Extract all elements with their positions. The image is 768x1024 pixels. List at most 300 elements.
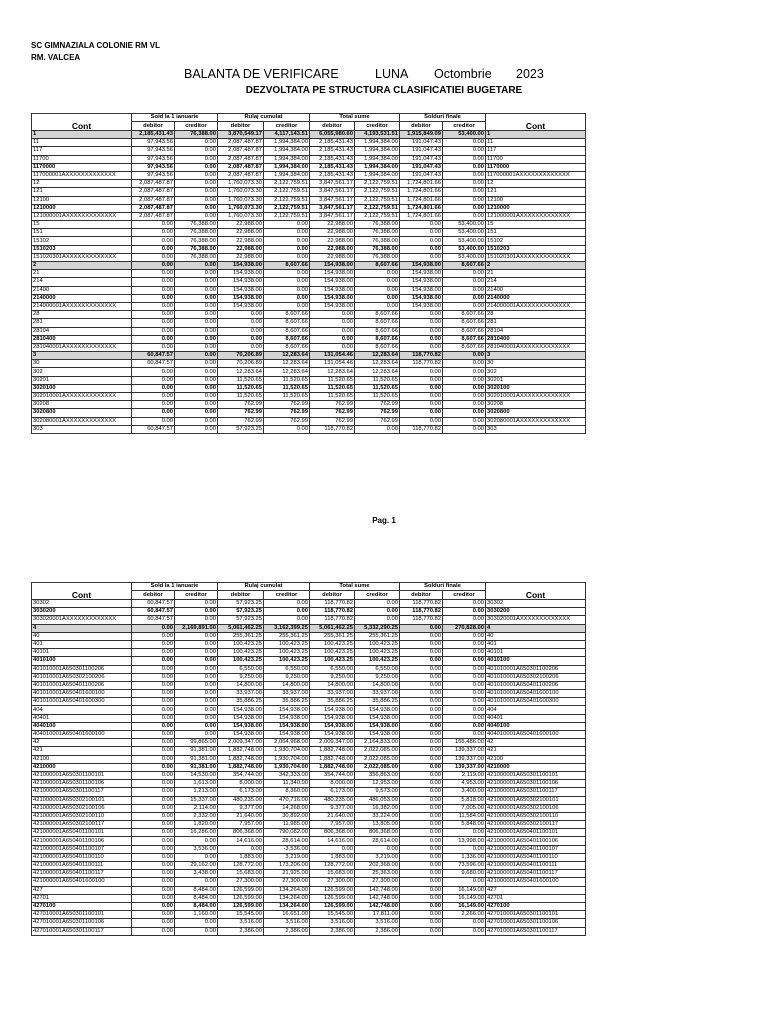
amount-cell: 35,886.25: [355, 698, 400, 706]
amount-cell: 76,388.00: [355, 237, 400, 245]
column-header-debitor: debitor: [310, 591, 355, 600]
amount-cell: 3,219.00: [355, 853, 400, 861]
table-row: [32, 755, 586, 763]
amount-cell: 14,268.00: [264, 804, 310, 812]
amount-cell: 3,847,561.17: [310, 196, 355, 204]
amount-cell: 0.00: [443, 673, 486, 681]
table-row: [32, 294, 586, 302]
table-row: [32, 731, 586, 739]
amount-cell: 0.00: [443, 286, 486, 294]
amount-cell: 76,388.00: [355, 229, 400, 237]
account-cell: 401010001A650401600100: [486, 690, 586, 698]
amount-cell: 8,607.66: [355, 311, 400, 319]
amount-cell: 0.00: [132, 278, 175, 286]
amount-cell: 0.00: [443, 665, 486, 673]
account-cell: 40401: [32, 714, 132, 722]
table-header-row: [32, 583, 586, 591]
amount-cell: 0.00: [132, 673, 175, 681]
amount-cell: 100,423.25: [218, 640, 264, 648]
amount-cell: 25,363.00: [355, 870, 400, 878]
amount-cell: 3,162,399.25: [264, 624, 310, 632]
amount-cell: 1,724,801.66: [400, 180, 443, 188]
amount-cell: 6,550.00: [310, 665, 355, 673]
column-header-cont: Cont: [32, 114, 132, 131]
amount-cell: 0.00: [175, 673, 218, 681]
amount-cell: 16,149.00: [443, 894, 486, 902]
table-row: [32, 188, 586, 196]
amount-cell: 0.00: [264, 221, 310, 229]
amount-cell: 0.00: [175, 335, 218, 343]
amount-cell: 154,938.00: [218, 722, 264, 730]
table-row: [32, 262, 586, 270]
account-cell: 421000001A650401100111: [486, 862, 586, 870]
amount-cell: 3,438.00: [175, 870, 218, 878]
amount-cell: 0.00: [443, 188, 486, 196]
amount-cell: 3,516.00: [355, 919, 400, 927]
amount-cell: 0.00: [400, 245, 443, 253]
table-row: [32, 632, 586, 640]
amount-cell: 11,520.65: [355, 384, 400, 392]
amount-cell: 0.00: [175, 327, 218, 335]
amount-cell: 0.00: [264, 253, 310, 261]
account-cell: 21400: [486, 286, 586, 294]
amount-cell: 354,744.00: [218, 771, 264, 779]
amount-cell: 76,388.00: [175, 237, 218, 245]
amount-cell: 0.00: [400, 665, 443, 673]
table-row: [32, 343, 586, 351]
amount-cell: 0.00: [175, 393, 218, 401]
amount-cell: 191,047.43: [400, 155, 443, 163]
amount-cell: 806,368.00: [355, 829, 400, 837]
amount-cell: 11,584.00: [443, 812, 486, 820]
amount-cell: 0.00: [400, 673, 443, 681]
amount-cell: 2,122,759.51: [355, 180, 400, 188]
organization-name: SC GIMNAZIALA COLONIE RM VL: [31, 41, 161, 50]
amount-cell: 2,386.00: [355, 927, 400, 935]
amount-cell: 11,340.00: [264, 780, 310, 788]
amount-cell: 2,087,487.87: [132, 188, 175, 196]
amount-cell: 1,160.00: [175, 911, 218, 919]
amount-cell: 2,185,431.43: [310, 139, 355, 147]
account-cell: 1210000: [32, 204, 132, 212]
amount-cell: 14,616.00: [310, 837, 355, 845]
account-cell: 421000001A650401100111: [32, 862, 132, 870]
amount-cell: 0.00: [400, 632, 443, 640]
amount-cell: 0.00: [132, 335, 175, 343]
amount-cell: 0.00: [132, 911, 175, 919]
table-row: [32, 425, 586, 433]
amount-cell: 255,361.25: [355, 632, 400, 640]
amount-cell: 0.00: [132, 649, 175, 657]
account-cell: 121000001AXXXXXXXXXXXXX: [486, 212, 586, 220]
amount-cell: 154,938.00: [218, 278, 264, 286]
amount-cell: 35,886.25: [264, 698, 310, 706]
amount-cell: 0.00: [400, 902, 443, 910]
amount-cell: 0.00: [132, 829, 175, 837]
amount-cell: 0.00: [175, 270, 218, 278]
amount-cell: 0.00: [175, 196, 218, 204]
amount-cell: 11,520.65: [218, 376, 264, 384]
amount-cell: 0.00: [132, 262, 175, 270]
amount-cell: 154,938.00: [310, 722, 355, 730]
amount-cell: 8,000.00: [310, 780, 355, 788]
amount-cell: 53,400.00: [443, 253, 486, 261]
amount-cell: 154,938.00: [355, 714, 400, 722]
account-cell: 2: [32, 262, 132, 270]
account-cell: 2140000: [32, 294, 132, 302]
amount-cell: 0.00: [175, 376, 218, 384]
table-row: [32, 681, 586, 689]
amount-cell: 0.00: [310, 311, 355, 319]
amount-cell: 2,122,759.51: [355, 204, 400, 212]
amount-cell: 15,683.00: [310, 870, 355, 878]
amount-cell: 0.00: [175, 294, 218, 302]
amount-cell: 2,022,085.00: [355, 763, 400, 771]
amount-cell: 255,361.25: [264, 632, 310, 640]
amount-cell: 0.00: [132, 221, 175, 229]
amount-cell: 154,938.00: [310, 714, 355, 722]
table-row: [32, 640, 586, 648]
amount-cell: 154,938.00: [310, 294, 355, 302]
table-row: [32, 384, 586, 392]
amount-cell: 3,516.00: [310, 919, 355, 927]
account-cell: 28104: [32, 327, 132, 335]
column-header-creditor: creditor: [264, 591, 310, 600]
column-header-total-sume: Total sume: [310, 114, 400, 122]
amount-cell: 35,886.25: [310, 698, 355, 706]
amount-cell: 0.00: [132, 731, 175, 739]
table-row: [32, 368, 586, 376]
column-header-debitor: debitor: [400, 122, 443, 131]
table-row: [32, 845, 586, 853]
amount-cell: 0.00: [443, 425, 486, 433]
amount-cell: 100,423.25: [310, 649, 355, 657]
account-cell: 303020001AXXXXXXXXXXXXX: [32, 616, 132, 624]
account-cell: 3: [486, 352, 586, 360]
account-cell: 303: [32, 425, 132, 433]
amount-cell: 0.00: [132, 311, 175, 319]
column-header-sold-initial: Sold la 1 ianuarie: [132, 583, 218, 591]
amount-cell: 0.00: [310, 845, 355, 853]
account-cell: 12100: [32, 196, 132, 204]
amount-cell: 76,388.00: [175, 131, 218, 139]
amount-cell: 142,748.00: [355, 902, 400, 910]
amount-cell: 154,938.00: [218, 706, 264, 714]
amount-cell: 154,938.00: [400, 262, 443, 270]
amount-cell: 2,022,085.00: [355, 747, 400, 755]
amount-cell: 70,206.89: [218, 352, 264, 360]
account-cell: 11700: [486, 155, 586, 163]
table-row: [32, 902, 586, 910]
account-cell: 421000001A650301100101: [486, 771, 586, 779]
amount-cell: 70,206.89: [218, 360, 264, 368]
amount-cell: 76,388.00: [355, 245, 400, 253]
amount-cell: 4,193,531.51: [355, 131, 400, 139]
table-row: [32, 722, 586, 730]
amount-cell: 0.00: [355, 270, 400, 278]
amount-cell: 0.00: [132, 229, 175, 237]
amount-cell: 57,923.25: [218, 600, 264, 608]
account-cell: 11: [486, 139, 586, 147]
column-header-creditor: creditor: [175, 591, 218, 600]
amount-cell: 0.00: [443, 180, 486, 188]
amount-cell: 0.00: [132, 747, 175, 755]
amount-cell: 0.00: [400, 253, 443, 261]
amount-cell: 15,545.00: [218, 911, 264, 919]
account-cell: 117000001AXXXXXXXXXXXXX: [486, 171, 586, 179]
amount-cell: 0.00: [400, 657, 443, 665]
amount-cell: 28,614.00: [264, 837, 310, 845]
amount-cell: 0.00: [400, 894, 443, 902]
account-cell: 421000001A650301100101: [32, 771, 132, 779]
amount-cell: 0.00: [132, 319, 175, 327]
account-cell: 421000001A650302100117: [32, 821, 132, 829]
amount-cell: 1,994,384.00: [264, 171, 310, 179]
amount-cell: 0.00: [443, 649, 486, 657]
amount-cell: 154,938.00: [218, 294, 264, 302]
account-cell: 121: [486, 188, 586, 196]
table-row: [32, 624, 586, 632]
amount-cell: 2,386.00: [218, 927, 264, 935]
amount-cell: 0.00: [132, 788, 175, 796]
amount-cell: 0.00: [264, 425, 310, 433]
amount-cell: 28,614.00: [355, 837, 400, 845]
amount-cell: 0.00: [175, 204, 218, 212]
amount-cell: 0.00: [443, 270, 486, 278]
account-cell: 30208: [32, 401, 132, 409]
amount-cell: 0.00: [400, 927, 443, 935]
amount-cell: 11,520.65: [218, 384, 264, 392]
account-cell: 421000001A650401100117: [32, 870, 132, 878]
amount-cell: 118,770.82: [310, 425, 355, 433]
table-row: [32, 278, 586, 286]
amount-cell: 2,087,487.87: [132, 180, 175, 188]
amount-cell: 1,760,073.30: [218, 204, 264, 212]
amount-cell: 0.00: [443, 632, 486, 640]
amount-cell: 100,423.25: [355, 657, 400, 665]
amount-cell: 0.00: [400, 401, 443, 409]
amount-cell: 76,388.00: [355, 253, 400, 261]
table-row: [32, 163, 586, 171]
amount-cell: 8,607.66: [355, 335, 400, 343]
amount-cell: 806,368.00: [310, 829, 355, 837]
amount-cell: 15,683.00: [218, 870, 264, 878]
amount-cell: 11,520.65: [218, 393, 264, 401]
amount-cell: 0.00: [443, 360, 486, 368]
amount-cell: 2,266.00: [443, 911, 486, 919]
account-cell: 117: [486, 147, 586, 155]
amount-cell: 126,599.00: [218, 886, 264, 894]
amount-cell: 2,169,891.00: [175, 624, 218, 632]
amount-cell: 16,149.00: [443, 902, 486, 910]
amount-cell: 0.00: [400, 788, 443, 796]
account-cell: 30302: [32, 600, 132, 608]
amount-cell: 0.00: [355, 600, 400, 608]
amount-cell: 154,938.00: [218, 270, 264, 278]
amount-cell: 2,122,759.51: [264, 180, 310, 188]
account-cell: 214000001AXXXXXXXXXXXXX: [486, 302, 586, 310]
amount-cell: 762.99: [310, 409, 355, 417]
amount-cell: 22,988.00: [218, 229, 264, 237]
amount-cell: 0.00: [443, 352, 486, 360]
amount-cell: 0.00: [132, 714, 175, 722]
table-row: [32, 237, 586, 245]
amount-cell: 118,770.82: [400, 425, 443, 433]
amount-cell: 0.00: [400, 780, 443, 788]
amount-cell: 0.00: [132, 417, 175, 425]
amount-cell: 2,087,487.87: [218, 163, 264, 171]
account-cell: 42701: [486, 894, 586, 902]
account-cell: 2810400: [486, 335, 586, 343]
amount-cell: 22,988.00: [218, 253, 264, 261]
amount-cell: 0.00: [132, 763, 175, 771]
amount-cell: 0.00: [400, 886, 443, 894]
table-row: [32, 245, 586, 253]
amount-cell: 0.00: [400, 911, 443, 919]
amount-cell: 15,337.00: [175, 796, 218, 804]
amount-cell: 99,865.00: [175, 739, 218, 747]
amount-cell: 0.00: [132, 919, 175, 927]
amount-cell: 27,300.00: [264, 878, 310, 886]
amount-cell: 60,847.57: [132, 360, 175, 368]
amount-cell: 53,400.00: [443, 131, 486, 139]
amount-cell: 8,607.66: [443, 343, 486, 351]
amount-cell: 1,930,704.00: [264, 763, 310, 771]
amount-cell: 6,550.00: [355, 665, 400, 673]
account-cell: 3030200: [486, 608, 586, 616]
amount-cell: 2,185,431.43: [310, 147, 355, 155]
amount-cell: 0.00: [175, 352, 218, 360]
account-cell: 21: [32, 270, 132, 278]
table-row: [32, 657, 586, 665]
column-header-creditor: creditor: [264, 122, 310, 131]
table-row: [32, 698, 586, 706]
amount-cell: 762.99: [264, 417, 310, 425]
column-header-total-sume: Total sume: [310, 583, 400, 591]
amount-cell: 2,009,347.00: [310, 739, 355, 747]
amount-cell: 7,957.00: [310, 821, 355, 829]
account-cell: 421000001A650302100106: [486, 804, 586, 812]
amount-cell: 33,937.00: [264, 690, 310, 698]
report-page-2: [0, 578, 768, 1024]
amount-cell: 8,484.00: [175, 886, 218, 894]
amount-cell: 60,847.57: [132, 608, 175, 616]
amount-cell: 53,400.00: [443, 229, 486, 237]
table-row: [32, 319, 586, 327]
amount-cell: 2,114.00: [175, 804, 218, 812]
amount-cell: 2,122,759.51: [355, 188, 400, 196]
amount-cell: 0.00: [132, 886, 175, 894]
amount-cell: 100,423.25: [355, 640, 400, 648]
amount-cell: 154,938.00: [400, 270, 443, 278]
amount-cell: 14,800.00: [310, 681, 355, 689]
amount-cell: 0.00: [132, 401, 175, 409]
amount-cell: 8,484.00: [175, 894, 218, 902]
amount-cell: 76,388.00: [175, 253, 218, 261]
table-row: [32, 335, 586, 343]
amount-cell: 1,994,384.00: [264, 155, 310, 163]
account-cell: 401010001A650401100206: [32, 681, 132, 689]
amount-cell: 8,607.66: [264, 343, 310, 351]
column-header-solduri-finale: Solduri finale: [400, 114, 486, 122]
amount-cell: 9,377.00: [310, 804, 355, 812]
amount-cell: 12,283.64: [310, 368, 355, 376]
amount-cell: 154,938.00: [310, 270, 355, 278]
amount-cell: 4,117,143.51: [264, 131, 310, 139]
amount-cell: 0.00: [218, 343, 264, 351]
amount-cell: 1,994,384.00: [264, 139, 310, 147]
table-row: [32, 878, 586, 886]
amount-cell: 356,863.00: [355, 771, 400, 779]
amount-cell: 1,724,801.66: [400, 212, 443, 220]
amount-cell: 0.00: [175, 853, 218, 861]
amount-cell: 0.00: [218, 335, 264, 343]
table-row: [32, 204, 586, 212]
amount-cell: 126,599.00: [310, 902, 355, 910]
amount-cell: 8,607.66: [443, 311, 486, 319]
amount-cell: 0.00: [132, 796, 175, 804]
amount-cell: 0.00: [400, 393, 443, 401]
column-header-debitor: debitor: [132, 591, 175, 600]
amount-cell: 22,988.00: [310, 221, 355, 229]
account-cell: 11: [32, 139, 132, 147]
amount-cell: 0.00: [175, 286, 218, 294]
amount-cell: 806,368.00: [218, 829, 264, 837]
amount-cell: 57,923.25: [218, 425, 264, 433]
account-cell: 421000001A650301100106: [486, 780, 586, 788]
amount-cell: 8,607.66: [443, 262, 486, 270]
report-title-row: [0, 67, 768, 83]
amount-cell: 0.00: [175, 640, 218, 648]
table-row: [32, 409, 586, 417]
account-cell: 30: [32, 360, 132, 368]
account-cell: 302080001AXXXXXXXXXXXXX: [32, 417, 132, 425]
table-row: [32, 747, 586, 755]
amount-cell: 1,994,384.00: [355, 147, 400, 155]
amount-cell: 0.00: [400, 409, 443, 417]
account-cell: 4: [486, 624, 586, 632]
account-cell: 401: [486, 640, 586, 648]
amount-cell: 0.00: [132, 286, 175, 294]
amount-cell: 0.00: [175, 417, 218, 425]
amount-cell: 3,870,549.17: [218, 131, 264, 139]
amount-cell: 91,381.00: [175, 755, 218, 763]
amount-cell: 0.00: [400, 755, 443, 763]
account-cell: 117000001AXXXXXXXXXXXXX: [32, 171, 132, 179]
table-row: [32, 376, 586, 384]
account-cell: 4010100: [32, 657, 132, 665]
amount-cell: 134,264.00: [264, 886, 310, 894]
column-header-cont: Cont: [32, 583, 132, 600]
amount-cell: 202,368.00: [355, 862, 400, 870]
amount-cell: 0.00: [218, 327, 264, 335]
amount-cell: 0.00: [443, 927, 486, 935]
account-cell: 40401: [486, 714, 586, 722]
table-row: [32, 706, 586, 714]
amount-cell: 0.00: [443, 417, 486, 425]
amount-cell: 2,122,759.51: [264, 204, 310, 212]
amount-cell: 0.00: [175, 180, 218, 188]
amount-cell: 0.00: [355, 278, 400, 286]
year-value: 2023: [516, 67, 544, 81]
amount-cell: 27,300.00: [310, 878, 355, 886]
amount-cell: 11,520.65: [310, 384, 355, 392]
table-row: [32, 829, 586, 837]
account-cell: 421000001A650302100101: [486, 796, 586, 804]
account-cell: 302010001AXXXXXXXXXXXXX: [32, 393, 132, 401]
account-cell: 421: [32, 747, 132, 755]
amount-cell: 0.00: [132, 237, 175, 245]
